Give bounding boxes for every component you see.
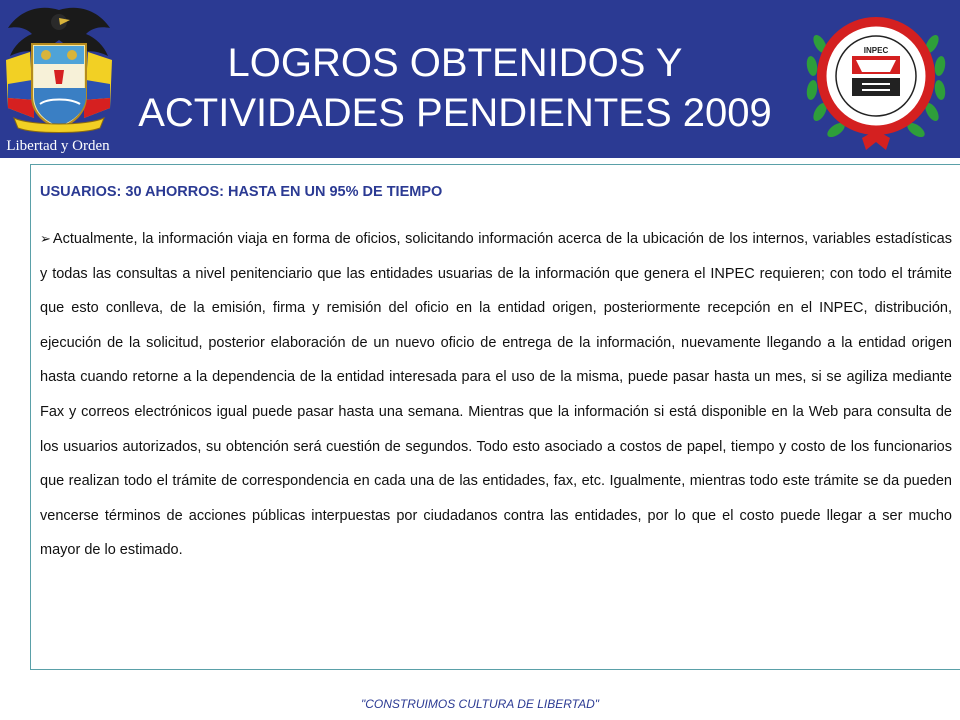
description-paragraph bbox=[40, 222, 952, 568]
colombia-coat-of-arms-logo bbox=[0, 0, 118, 156]
description-text: Actualmente, la información viaja en forma de oficios, solicitando información acerca de la ubicación de los internos, variables estadísticas y todas las consultas a nivel penitenciario que las entidades usuarias de la información que genera el INPEC requieren; con todo el trámite que esto conlleva, de la emisión, firma y remisión del oficio en la entidad origen, posteriormente recepción en el INPEC, distribución, ejecución de la solicitud, posterior elaboración de un nuevo oficio de entrega de la información, nuevamente llegando a la entidad origen hasta cuando retorne a la dependencia de la entidad interesada para el uso de la misma, puede pasar hasta un mes, si se agiliza mediante Fax y correos electrónicos igual puede pasar hasta una semana. Mientras que la información si está disponible en la Web para consulta de los usuarios autorizados, su obtención será cuestión de segundos. Todo esto asociado a costos de papel, tiempo y costo de los funcionarios que realizan todo el trámite de correspondencia en cada una de las entidades, fax, etc. Igualmente, mientras todo este trámite se da pueden vencerse términos de acciones públicas interpuestas por ciudadanos contra las entidades, por lo que el costo puede llegar a ser mucho mayor de lo estimado. bbox=[40, 231, 952, 559]
title-line-1: LOGROS OBTENIDOS Y bbox=[227, 41, 683, 85]
coat-motto-text: Libertad y Orden bbox=[6, 138, 110, 154]
usage-savings-heading: USUARIOS: 30 AHORROS: HASTA EN UN 95% DE TIEMPO bbox=[40, 184, 443, 200]
slide-title bbox=[110, 38, 800, 138]
title-line-2: ACTIVIDADES PENDIENTES 2009 bbox=[138, 91, 772, 135]
slide-header bbox=[0, 0, 960, 158]
footer-slogan: "CONSTRUIMOS CULTURA DE LIBERTAD" bbox=[360, 697, 600, 711]
seal-center-text: INPEC bbox=[863, 46, 889, 55]
inpec-seal-logo bbox=[800, 4, 952, 154]
arrow-bullet-icon: ➢ bbox=[40, 231, 51, 246]
